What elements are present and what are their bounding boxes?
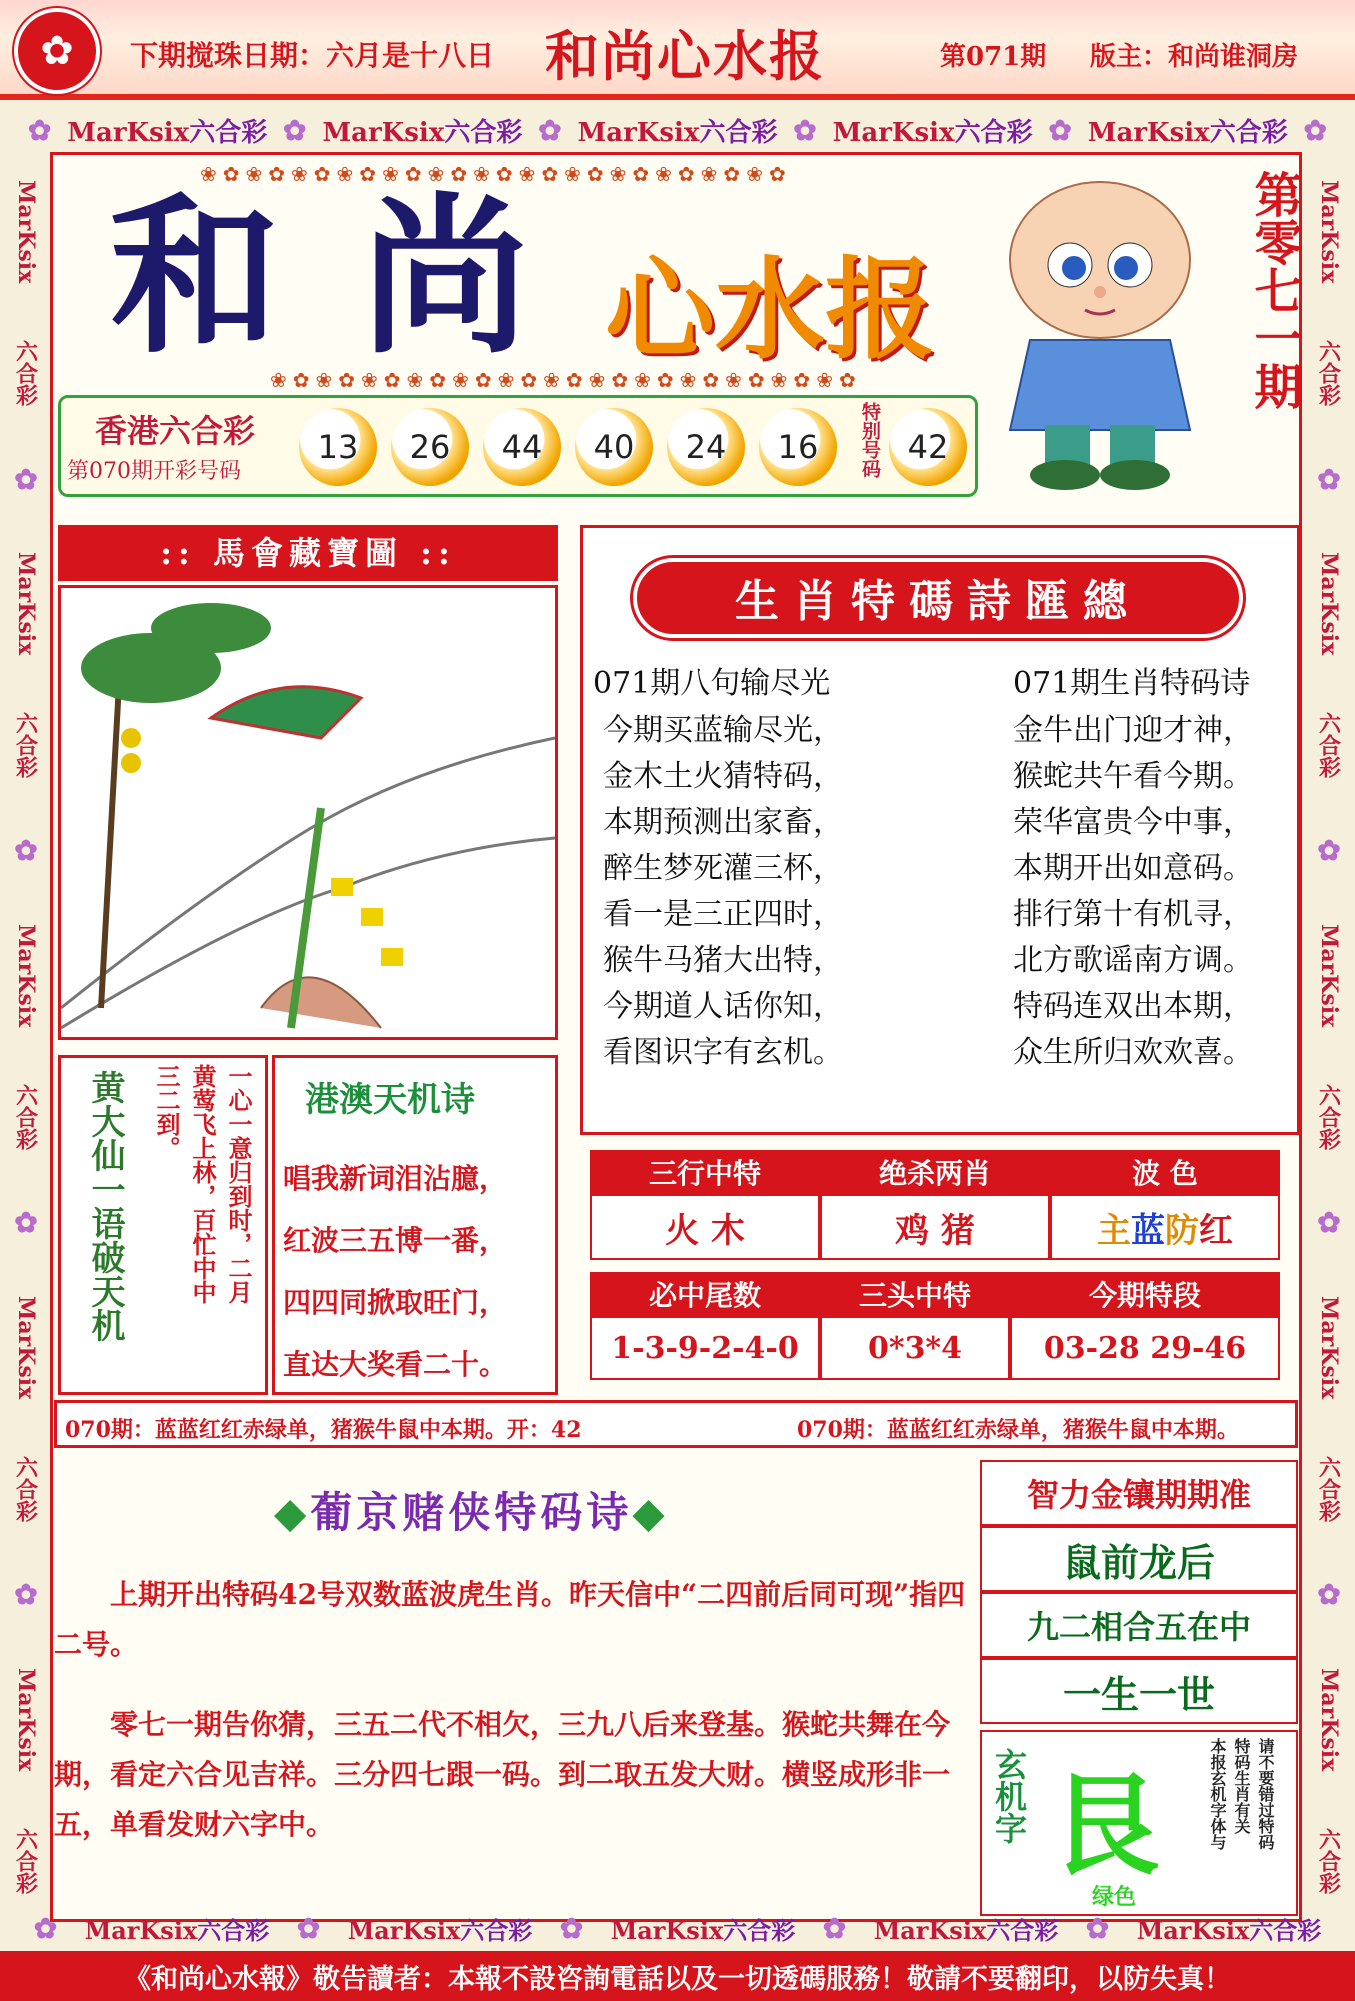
header-title: 和尚心水报	[545, 24, 825, 88]
table-header: 绝杀两肖	[820, 1150, 1050, 1194]
wong-tai-sin-col1: 一心一意归到时，二月	[224, 1064, 253, 1304]
table-cell: 鸡 猪	[820, 1194, 1050, 1260]
marksix-strip-left: MarKsix 六合彩 ✿ MarKsix 六合彩 ✿ MarKsix 六合彩 ✿ MarKsix 六合彩 ✿ MarKsix 六合彩	[9, 180, 43, 1894]
lottery-ball: 13	[299, 408, 377, 486]
wong-tai-sin-title: 黄大仙一语破天机	[85, 1070, 125, 1342]
slogan-box: 九二相合五在中	[980, 1592, 1298, 1658]
poem-line: 直达大奖看二十。	[283, 1348, 508, 1381]
xuanji-label: 玄机字	[990, 1748, 1028, 1844]
treasure-map-image	[58, 585, 558, 1040]
flower-garland-icon: ❀✿❀✿❀✿❀✿❀✿❀✿❀✿❀✿❀✿❀✿❀✿❀✿❀✿	[200, 162, 792, 182]
poem-line: 看一是三正四时，	[603, 897, 843, 932]
flower-icon: ✿	[1048, 113, 1072, 147]
strip-label: MarKsix六合彩	[832, 117, 1033, 148]
banner-left: 070期：蓝蓝红红赤绿单，猪猴牛鼠中本期。开：42	[65, 1417, 582, 1443]
table-cell: 03-28 29-46	[1010, 1316, 1280, 1380]
poem-line: 今期道人话你知，	[603, 989, 843, 1024]
poem-line: 北方歌谣南方调。	[1013, 943, 1253, 978]
poem-line: 排行第十有机寻，	[1013, 897, 1253, 932]
poem-line: 特码连双出本期，	[1013, 989, 1253, 1024]
strip-label: MarKsix六合彩	[84, 1915, 270, 1945]
gang-ao-box	[272, 1055, 558, 1395]
slogan-box: 一生一世	[980, 1658, 1298, 1724]
diamond-icon: ◆	[632, 1488, 669, 1537]
poem-line: 本期预测出家畜，	[603, 805, 843, 840]
xuanji-note: 本报玄机字体与	[1208, 1738, 1227, 1850]
poem-line: 众生所归欢欢喜。	[1013, 1035, 1253, 1070]
draw-date: 下期搅珠日期：六月是十八日	[130, 39, 495, 72]
poem-line: 猴蛇共午看今期。	[1013, 759, 1253, 794]
wong-tai-sin-col3: 三二到。	[152, 1064, 181, 1160]
bauhinia-logo-icon: ✿	[14, 8, 100, 94]
issue-vertical: 第零七一期	[1246, 170, 1302, 410]
flower-icon: ✿	[296, 1911, 321, 1945]
diamond-icon: ◆	[274, 1488, 311, 1537]
poem-right-title: 071期生肖特码诗	[1013, 666, 1251, 701]
special-ball: 42	[889, 408, 967, 486]
treasure-map-title: :: 馬會藏寶圖 ::	[58, 525, 558, 581]
poem-line: 荣华富贵今中事，	[1013, 805, 1253, 840]
xuanji-char: 艮	[1050, 1761, 1160, 1890]
table-cell: 火 木	[590, 1194, 820, 1260]
flower-icon: ✿	[283, 113, 307, 147]
lottery-issue-label: 第070期开彩号码	[67, 459, 241, 484]
slogan-box: 智力金镶期期准	[980, 1460, 1298, 1526]
gambler-section	[54, 1460, 974, 1910]
poem-line: 金木土火猜特码，	[603, 759, 843, 794]
masthead-subtitle: 心水报	[605, 245, 935, 374]
poem-line: 今期买蓝输尽光，	[603, 713, 843, 748]
lottery-ball: 24	[667, 408, 745, 486]
table-cell: 0*3*4	[820, 1316, 1010, 1380]
flower-icon: ✿	[1303, 113, 1328, 147]
table-header: 波 色	[1050, 1150, 1280, 1194]
masthead-char-2: 尚	[360, 177, 531, 377]
xuanji-color: 绿色	[1092, 1885, 1137, 1910]
gambler-paragraph-2: 零七一期告你猜，三五二代不相欠，三九八后来登基。猴蛇共舞在今期，看定六合见吉祥。三分四七跟一码。到二取五发大财。横竖成形非一五，单看发财六字中。	[54, 1708, 951, 1841]
poem-line: 红波三五博一番，	[283, 1224, 508, 1257]
result-banner	[54, 1400, 1298, 1448]
strip-label: MarKsix六合彩	[610, 1915, 796, 1945]
wave-color-cell: 主 蓝 防 红	[1050, 1194, 1280, 1260]
flower-icon: ✿	[559, 1911, 584, 1945]
monk-mascot-image	[990, 180, 1210, 500]
poem-right	[1013, 708, 1303, 1076]
marksix-strip-bottom	[20, 1906, 1335, 1950]
poem-line: 醉生梦死灌三杯，	[603, 851, 843, 886]
poem-line: 金牛出门迎才神，	[1013, 713, 1253, 748]
marksix-strip-top	[20, 106, 1335, 154]
poem-section-title: 生肖特碼詩匯總	[633, 558, 1243, 638]
flower-icon: ✿	[538, 113, 562, 147]
table-cell: 1-3-9-2-4-0	[590, 1316, 820, 1380]
strip-label: MarKsix六合彩	[1136, 1915, 1322, 1945]
lottery-ball: 40	[575, 408, 653, 486]
slogan-box: 鼠前龙后	[980, 1526, 1298, 1592]
banner-right: 070期：蓝蓝红红赤绿单，猪猴牛鼠中本期。	[797, 1417, 1239, 1443]
flower-icon: ✿	[822, 1911, 847, 1945]
table-header: 今期特段	[1010, 1272, 1280, 1316]
lottery-results	[58, 395, 978, 497]
lottery-ball: 16	[759, 408, 837, 486]
poem-line: 四四同掀取旺门，	[283, 1286, 508, 1319]
lottery-label: 香港六合彩	[95, 412, 256, 450]
poem-section	[580, 525, 1300, 1135]
poem-line: 猴牛马猪大出特，	[603, 943, 843, 978]
xuanji-box	[980, 1730, 1298, 1916]
marksix-strip-right: MarKsix 六合彩 ✿ MarKsix 六合彩 ✿ MarKsix 六合彩 ✿ MarKsix 六合彩 ✿ MarKsix 六合彩	[1312, 180, 1346, 1894]
flower-icon: ✿	[1085, 1911, 1110, 1945]
special-number-label: 特别号码	[859, 402, 881, 478]
wong-tai-sin-col2: 黄莺飞上林，百忙中中	[188, 1064, 217, 1304]
strip-label: MarKsix六合彩	[873, 1915, 1059, 1945]
lottery-ball: 26	[391, 408, 469, 486]
prediction-table	[590, 1150, 1280, 1380]
poem-left	[603, 708, 903, 1076]
flower-icon: ✿	[33, 1911, 58, 1945]
strip-label: MarKsix六合彩	[67, 117, 268, 148]
table-header: 必中尾数	[590, 1272, 820, 1316]
poem-line: 唱我新词泪沾臆，	[283, 1162, 508, 1195]
gambler-title: ◆葡京赌侠特码诗◆	[274, 1488, 669, 1537]
xuanji-note: 特码生肖有关	[1232, 1738, 1251, 1834]
flower-icon: ✿	[27, 113, 52, 147]
poem-line: 本期开出如意码。	[1013, 851, 1253, 886]
footer-notice: 《和尚心水報》敬告讀者：本報不設咨詢電話以及一切透碼服務！敬請不要翻印，以防失真！	[0, 1951, 1355, 2001]
editor-label: 版主：和尚谁洞房	[1090, 42, 1299, 72]
poem-line: 看图识字有玄机。	[603, 1035, 843, 1070]
lottery-ball: 44	[483, 408, 561, 486]
strip-label: MarKsix六合彩	[347, 1915, 533, 1945]
strip-label: MarKsix六合彩	[1087, 117, 1288, 148]
poem-left-title: 071期八句输尽光	[593, 666, 831, 701]
gang-ao-poem	[283, 1148, 507, 1396]
table-header: 三行中特	[590, 1150, 820, 1194]
strip-label: MarKsix六合彩	[322, 117, 523, 148]
gambler-paragraph-1: 上期开出特码42号双数蓝波虎生肖。昨天信中“二四前后同可现”指四二号。	[54, 1578, 966, 1661]
flower-icon: ✿	[793, 113, 817, 147]
header-bar	[0, 0, 1355, 100]
xuanji-note: 请不要错过特码	[1256, 1738, 1275, 1850]
flower-garland-icon: ❀✿❀✿❀✿❀✿❀✿❀✿❀✿❀✿❀✿❀✿❀✿❀✿❀✿	[270, 368, 862, 388]
strip-label: MarKsix六合彩	[577, 117, 778, 148]
issue-number: 第071期	[940, 42, 1047, 72]
gang-ao-title: 港澳天机诗	[305, 1080, 475, 1120]
table-header: 三头中特	[820, 1272, 1010, 1316]
wong-tai-sin-box	[58, 1055, 268, 1395]
masthead	[60, 162, 960, 392]
masthead-char-1: 和	[110, 177, 281, 377]
